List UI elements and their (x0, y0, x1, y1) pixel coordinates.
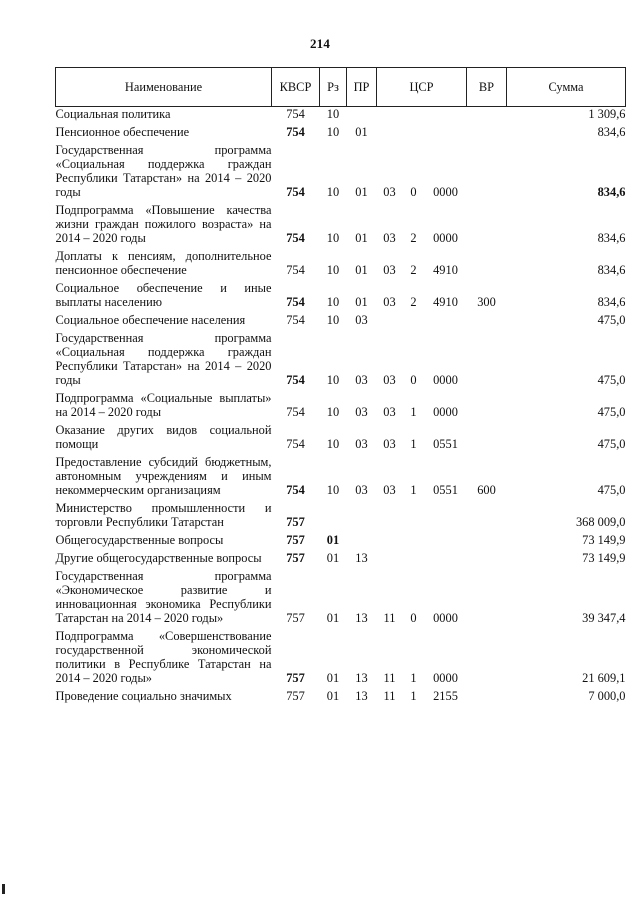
table-row (56, 529, 626, 547)
row-sum: 73 149,9 (582, 551, 626, 565)
row-kvsr: 754 (286, 125, 305, 139)
table-row (56, 625, 626, 685)
row-rz: 10 (326, 185, 340, 199)
page-number: 214 (309, 36, 331, 51)
row-csr-part: 03 (383, 483, 396, 497)
row-csr (377, 309, 467, 327)
row-sum: 834,6 (597, 231, 626, 245)
row-name: Подпрограмма «Совершенствование государственной экономической политики в Республике Татарстан на 2014 – 2020 годы» (55, 629, 272, 685)
row-csr-part: 03 (383, 405, 396, 419)
row-csr-part: 4910 (433, 295, 458, 309)
row-kvsr: 754 (286, 107, 305, 121)
row-rz: 10 (326, 405, 340, 419)
table-row (56, 199, 626, 245)
row-name: Государственная программа «Социальная поддержка граждан Республики Татарстан» на 2014 – 2020 годы (55, 143, 272, 199)
row-name: Другие общегосударственные вопросы (55, 551, 262, 565)
scan-mark (2, 884, 5, 894)
row-csr-part: 03 (383, 263, 396, 277)
row-csr-part: 0 (410, 185, 417, 199)
row-pr: 03 (355, 373, 368, 387)
row-vr (467, 685, 507, 703)
row-name: Подпрограмма «Социальные выплаты» на 2014 – 2020 годы (55, 391, 272, 419)
row-vr (467, 107, 507, 122)
row-kvsr: 754 (286, 295, 305, 309)
row-name: Подпрограмма «Повышение качества жизни граждан пожилого возраста» на 2014 – 2020 годы (55, 203, 272, 245)
header-pr: ПР (347, 68, 377, 107)
row-sum: 475,0 (597, 483, 626, 497)
table-row (56, 121, 626, 139)
row-name: Оказание других видов социальной помощи (55, 423, 272, 451)
row-vr (467, 497, 507, 529)
row-name: Социальная политика (55, 107, 171, 121)
row-pr: 01 (355, 263, 368, 277)
table-row (56, 387, 626, 419)
row-name: Социальное обеспечение населения (55, 313, 246, 327)
row-pr: 13 (355, 671, 368, 685)
row-csr-part: 1 (410, 671, 417, 685)
row-pr: 03 (355, 313, 368, 327)
row-csr-part: 0 (410, 611, 417, 625)
row-vr (467, 199, 507, 245)
row-csr-part: 0551 (433, 483, 458, 497)
row-csr-part: 2 (410, 263, 417, 277)
row-csr-part: 0000 (433, 373, 458, 387)
row-csr (377, 121, 467, 139)
row-pr: 13 (355, 689, 368, 703)
row-csr-part: 03 (383, 295, 396, 309)
row-rz: 10 (326, 373, 340, 387)
table-row (56, 685, 626, 703)
row-csr-part: 0551 (433, 437, 458, 451)
row-pr (347, 497, 377, 529)
row-pr: 13 (355, 551, 368, 565)
header-rz: Рз (320, 68, 347, 107)
row-name: Социальное обеспечение и иные выплаты населению (55, 281, 272, 309)
header-sum: Сумма (507, 68, 626, 107)
row-rz: 10 (326, 295, 340, 309)
row-rz: 10 (326, 231, 340, 245)
row-pr: 01 (355, 125, 368, 139)
row-rz: 01 (326, 611, 340, 625)
header-csr: ЦСР (377, 68, 467, 107)
row-sum: 475,0 (597, 373, 626, 387)
table-row (56, 107, 626, 122)
row-csr (377, 327, 467, 387)
table-row (56, 419, 626, 451)
row-rz: 10 (326, 313, 340, 327)
row-csr (377, 387, 467, 419)
row-vr (467, 419, 507, 451)
row-csr-part: 2 (410, 295, 417, 309)
row-csr (377, 451, 467, 497)
table-row (56, 327, 626, 387)
row-csr-part: 11 (383, 689, 396, 703)
row-rz: 10 (326, 107, 340, 121)
row-csr-part: 0000 (433, 671, 458, 685)
header-vr: ВР (467, 68, 507, 107)
row-name: Государственная программа «Социальная поддержка граждан Республики Татарстан» на 2014 – 2020 годы (55, 331, 272, 387)
row-csr-part: 1 (410, 405, 417, 419)
row-csr-part: 03 (383, 437, 396, 451)
row-pr: 03 (355, 437, 368, 451)
row-rz (320, 497, 347, 529)
row-sum: 475,0 (597, 437, 626, 451)
row-name: Доплаты к пенсиям, дополнительное пенсионное обеспечение (55, 249, 272, 277)
row-csr-part: 2155 (433, 689, 458, 703)
row-vr (467, 121, 507, 139)
row-vr (467, 625, 507, 685)
row-name: Предоставление субсидий бюджетным, автономным учреждениям и иным некоммерческим организациям (55, 455, 272, 497)
row-vr: 300 (477, 295, 496, 309)
row-kvsr: 757 (286, 611, 305, 625)
row-kvsr: 754 (286, 231, 305, 245)
row-rz: 10 (326, 125, 340, 139)
row-csr-part: 11 (383, 611, 396, 625)
row-csr-part: 2 (410, 231, 417, 245)
row-sum: 21 609,1 (582, 671, 626, 685)
row-sum: 368 009,0 (575, 515, 626, 529)
row-pr: 13 (355, 611, 368, 625)
row-csr-part: 1 (410, 689, 417, 703)
table-row (56, 565, 626, 625)
row-sum: 834,6 (597, 295, 626, 309)
row-name: Министерство промышленности и торговли Республики Татарстан (55, 501, 272, 529)
row-csr-part: 1 (410, 483, 417, 497)
row-csr (377, 497, 467, 529)
row-csr-part: 0000 (433, 611, 458, 625)
row-vr (467, 387, 507, 419)
row-vr (467, 565, 507, 625)
row-kvsr: 757 (286, 551, 305, 565)
row-csr (377, 199, 467, 245)
row-csr (377, 529, 467, 547)
row-vr: 600 (477, 483, 496, 497)
row-pr: 03 (355, 483, 368, 497)
row-rz: 01 (326, 689, 340, 703)
table-row (56, 277, 626, 309)
row-rz: 01 (326, 551, 340, 565)
row-csr (377, 685, 467, 703)
table-row (56, 451, 626, 497)
table-row (56, 547, 626, 565)
table-body (56, 107, 626, 704)
table-header-row (56, 68, 626, 107)
row-vr (467, 139, 507, 199)
row-rz: 10 (326, 483, 340, 497)
row-csr (377, 419, 467, 451)
row-sum: 475,0 (597, 405, 626, 419)
row-name: Государственная программа «Экономическое развитие и инновационная экономика Республики Татарстан на 2014 – 2020 годы» (55, 569, 272, 625)
row-csr-part: 03 (383, 373, 396, 387)
row-csr-part: 0000 (433, 185, 458, 199)
row-csr-part: 0000 (433, 405, 458, 419)
row-pr: 01 (355, 185, 368, 199)
row-vr (467, 245, 507, 277)
row-kvsr: 754 (286, 185, 305, 199)
row-sum: 834,6 (597, 263, 626, 277)
row-csr (377, 107, 467, 122)
row-vr (467, 309, 507, 327)
row-csr-part: 03 (383, 185, 396, 199)
row-sum: 834,6 (597, 125, 626, 139)
row-name: Общегосударственные вопросы (55, 533, 224, 547)
row-pr (347, 529, 377, 547)
row-kvsr: 754 (286, 373, 305, 387)
row-pr: 03 (355, 405, 368, 419)
row-name: Проведение социально значимых (55, 689, 232, 703)
row-pr (347, 107, 377, 122)
row-kvsr: 754 (286, 313, 305, 327)
row-kvsr: 757 (286, 515, 305, 529)
row-vr (467, 547, 507, 565)
table-row (56, 245, 626, 277)
row-csr (377, 277, 467, 309)
row-csr-part: 0000 (433, 231, 458, 245)
row-csr-part: 4910 (433, 263, 458, 277)
row-vr (467, 327, 507, 387)
header-name: Наименование (56, 68, 272, 107)
row-csr (377, 565, 467, 625)
row-csr (377, 625, 467, 685)
row-rz: 10 (326, 263, 340, 277)
row-csr-part: 03 (383, 231, 396, 245)
row-sum: 834,6 (597, 185, 626, 199)
row-kvsr: 754 (286, 483, 305, 497)
row-vr (467, 529, 507, 547)
row-kvsr: 754 (286, 263, 305, 277)
row-csr-part: 0 (410, 373, 417, 387)
row-sum: 7 000,0 (588, 689, 626, 703)
row-sum: 39 347,4 (582, 611, 626, 625)
row-csr (377, 547, 467, 565)
row-csr (377, 139, 467, 199)
budget-table (55, 67, 626, 703)
row-kvsr: 757 (286, 671, 305, 685)
row-name: Пенсионное обеспечение (55, 125, 190, 139)
row-csr-part: 11 (383, 671, 396, 685)
header-kvsr: КВСР (272, 68, 320, 107)
row-rz: 10 (326, 437, 340, 451)
row-kvsr: 754 (286, 405, 305, 419)
row-kvsr: 754 (286, 437, 305, 451)
row-rz: 01 (326, 671, 340, 685)
row-csr (377, 245, 467, 277)
row-sum: 73 149,9 (582, 533, 626, 547)
row-kvsr: 757 (286, 689, 305, 703)
table-row (56, 309, 626, 327)
row-pr: 01 (355, 231, 368, 245)
table-row (56, 497, 626, 529)
row-sum: 475,0 (597, 313, 626, 327)
row-pr: 01 (355, 295, 368, 309)
row-kvsr: 757 (286, 533, 305, 547)
row-rz: 01 (326, 533, 340, 547)
row-csr-part: 1 (410, 437, 417, 451)
row-sum: 1 309,6 (588, 107, 626, 121)
table-row (56, 139, 626, 199)
